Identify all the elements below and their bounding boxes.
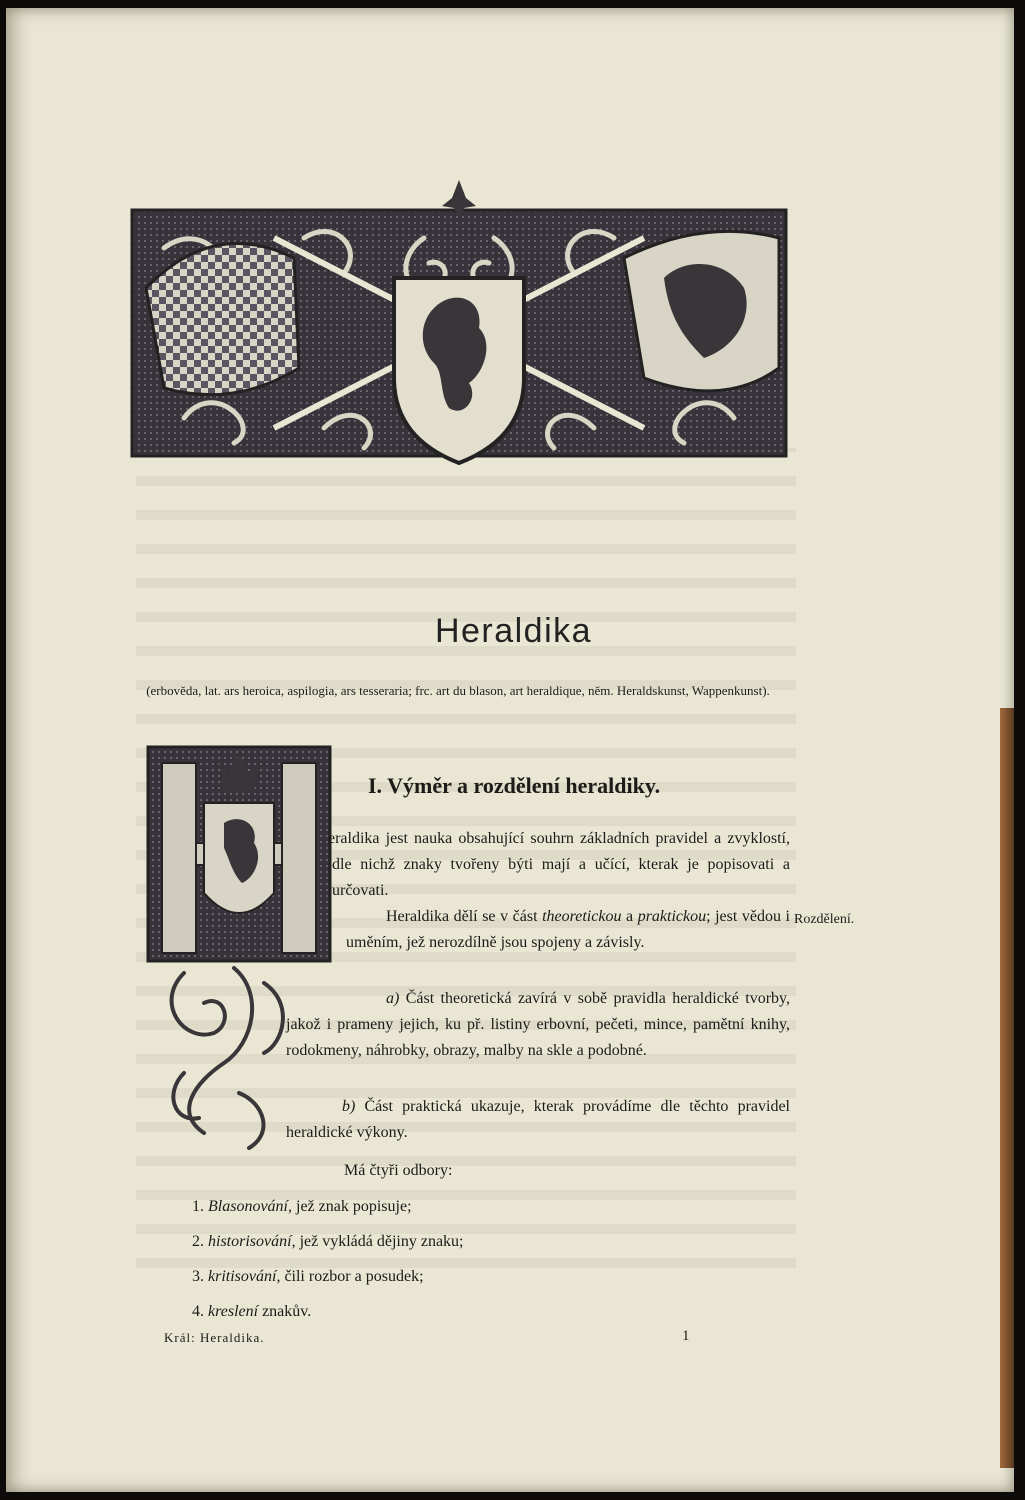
term-practical: praktickou [637,908,707,925]
division-text-3: ; jest vědou i uměním, jež nerozdílně jsou spojeny a závisly. [346,908,790,951]
branch-item [192,1268,424,1286]
latin-names: (erbověda, lat. ars heroica, aspilogia, ars tesseraria; frc. art du blason, art heraldique, něm. Heraldskunst, Wappenkunst). [146,683,770,698]
branch-rest: znakův. [258,1303,312,1320]
marker-b: b) [342,1098,356,1115]
branch-term: kreslení [208,1303,259,1320]
division-text-2: a [621,908,638,925]
branch-term: kritisování, [208,1268,281,1285]
running-footer: Král: Heraldika. [164,1330,265,1345]
branch-item [192,1303,311,1321]
paragraph-b [286,1094,790,1146]
marker-a: a) [386,990,400,1007]
heraldic-banner-illustration [124,178,794,468]
page-edge [1000,708,1014,1468]
branch-item [192,1198,412,1216]
branch-term: Blasonování, [208,1198,292,1215]
intro-paragraph [328,826,790,904]
branch-num: 3. [192,1268,204,1285]
page-number: 1 [682,1328,690,1344]
division-paragraph [346,904,790,956]
book-page [6,8,1014,1492]
term-theoretical: theoretickou [542,908,622,925]
branch-num: 1. [192,1198,204,1215]
branch-rest: jež znak popisuje; [292,1198,412,1215]
page-title: Heraldika [434,612,593,650]
branches-intro: Má čtyři odbory: [344,1162,453,1179]
section-heading: I. Výměr a rozdělení heraldiky. [368,773,661,798]
branch-item [192,1233,464,1251]
margin-note: Rozdělení. [794,912,855,927]
paragraph-a-text: Část theoretická zavírá v sobě pravidla heraldické tvorby, jakož i prameny jejich, ku př. listiny erbovní, pečeti, mince, pamětní knihy, rodokmeny, náhrobky, obrazy, malby na skle a podobné. [286,990,790,1059]
branch-rest: čili rozbor a posudek; [280,1268,424,1285]
branch-num: 2. [192,1233,204,1250]
branch-term: historisování, [208,1233,296,1250]
intro-text: eraldika jest nauka obsahující souhrn základních pravidel a zvyklostí, dle nichž znaky tvořeny býti mají a učící, kterak je popisovati a určovati. [328,830,790,899]
paragraph-b-text: Část praktická ukazuje, kterak provádíme dle těchto pravidel heraldické výkony. [286,1098,790,1141]
division-text-1: Heraldika dělí se v část [386,908,543,925]
branch-rest: jež vykládá dějiny znaku; [295,1233,464,1250]
paragraph-a [286,986,790,1064]
branch-num: 4. [192,1303,204,1320]
